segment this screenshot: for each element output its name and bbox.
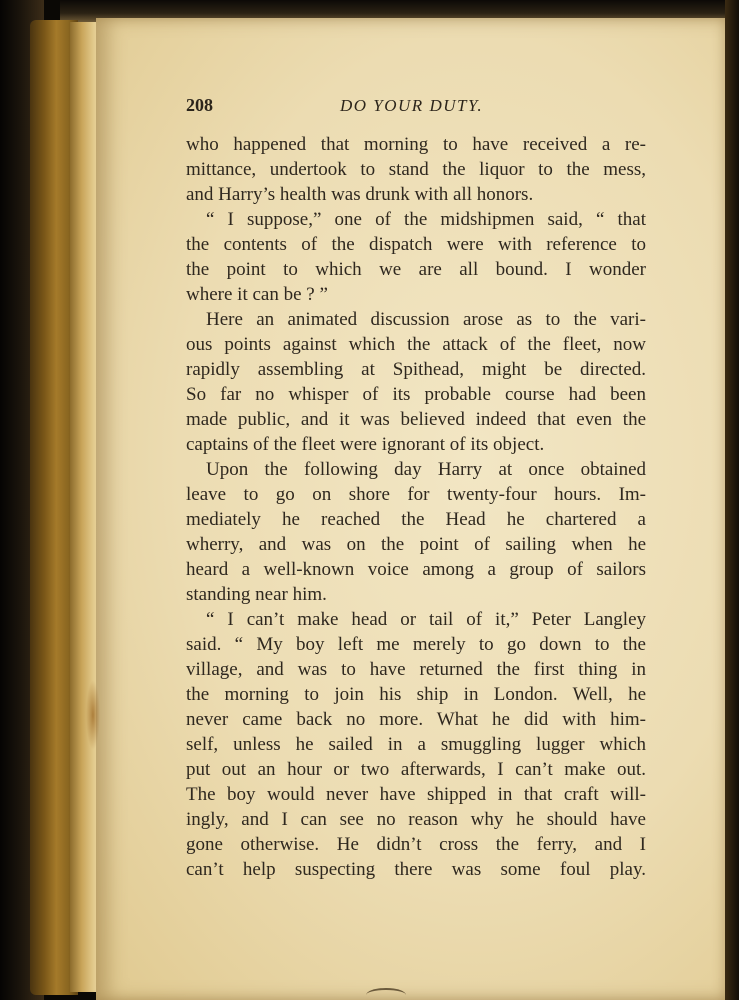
page-number: 208 bbox=[186, 95, 213, 115]
text-line: wherry, and was on the point of sailing when he bbox=[186, 534, 646, 555]
text-line: mittance, undertook to stand the liquor to the mess, bbox=[186, 159, 646, 180]
text-line: Upon the following day Harry at once obtained bbox=[206, 459, 646, 480]
body-text bbox=[186, 132, 646, 882]
text-line: heard a well-known voice among a group of sailors bbox=[186, 559, 646, 580]
running-head bbox=[186, 95, 646, 119]
text-line: said. “ My boy left me merely to go down to the bbox=[186, 634, 646, 655]
book-right-edge bbox=[725, 0, 739, 1000]
running-title: DO YOUR DUTY. bbox=[340, 96, 484, 115]
text-line: rapidly assembling at Spithead, might be directed. bbox=[186, 359, 646, 380]
text-line: and Harry’s health was drunk with all honors. bbox=[186, 184, 534, 205]
text-line: mediately he reached the Head he chartered a bbox=[186, 509, 646, 530]
text-line: made public, and it was believed indeed that even the bbox=[186, 409, 646, 430]
text-line: ous points against which the attack of the fleet, now bbox=[186, 334, 646, 355]
page-bottom-mark bbox=[366, 988, 406, 1000]
text-line: can’t help suspecting there was some foul play. bbox=[186, 859, 646, 880]
text-line: where it can be ? ” bbox=[186, 284, 328, 305]
text-line: “ I can’t make head or tail of it,” Peter Langley bbox=[206, 609, 646, 630]
text-line: The boy would never have shipped in that craft will- bbox=[186, 784, 646, 805]
text-line: self, unless he sailed in a smuggling lugger which bbox=[186, 734, 646, 755]
text-line: the morning to join his ship in London. Well, he bbox=[186, 684, 646, 705]
text-line: ingly, and I can see no reason why he should have bbox=[186, 809, 646, 830]
text-line: “ I suppose,” one of the midshipmen said, “ that bbox=[206, 209, 646, 230]
text-line: gone otherwise. He didn’t cross the ferry, and I bbox=[186, 834, 646, 855]
text-line: put out an hour or two afterwards, I can’t make out. bbox=[186, 759, 646, 780]
text-line: the point to which we are all bound. I wonder bbox=[186, 259, 646, 280]
text-line: So far no whisper of its probable course had been bbox=[186, 384, 646, 405]
text-line: standing near him. bbox=[186, 584, 327, 605]
text-line: who happened that morning to have received a re- bbox=[186, 134, 646, 155]
page-stain bbox=[86, 680, 100, 750]
text-line: leave to go on shore for twenty-four hours. Im- bbox=[186, 484, 646, 505]
text-line: captains of the fleet were ignorant of its object. bbox=[186, 434, 545, 455]
text-line: the contents of the dispatch were with reference to bbox=[186, 234, 646, 255]
text-line: never came back no more. What he did with him- bbox=[186, 709, 646, 730]
text-line: Here an animated discussion arose as to the vari- bbox=[206, 309, 646, 330]
text-line: village, and was to have returned the first thing in bbox=[186, 659, 646, 680]
